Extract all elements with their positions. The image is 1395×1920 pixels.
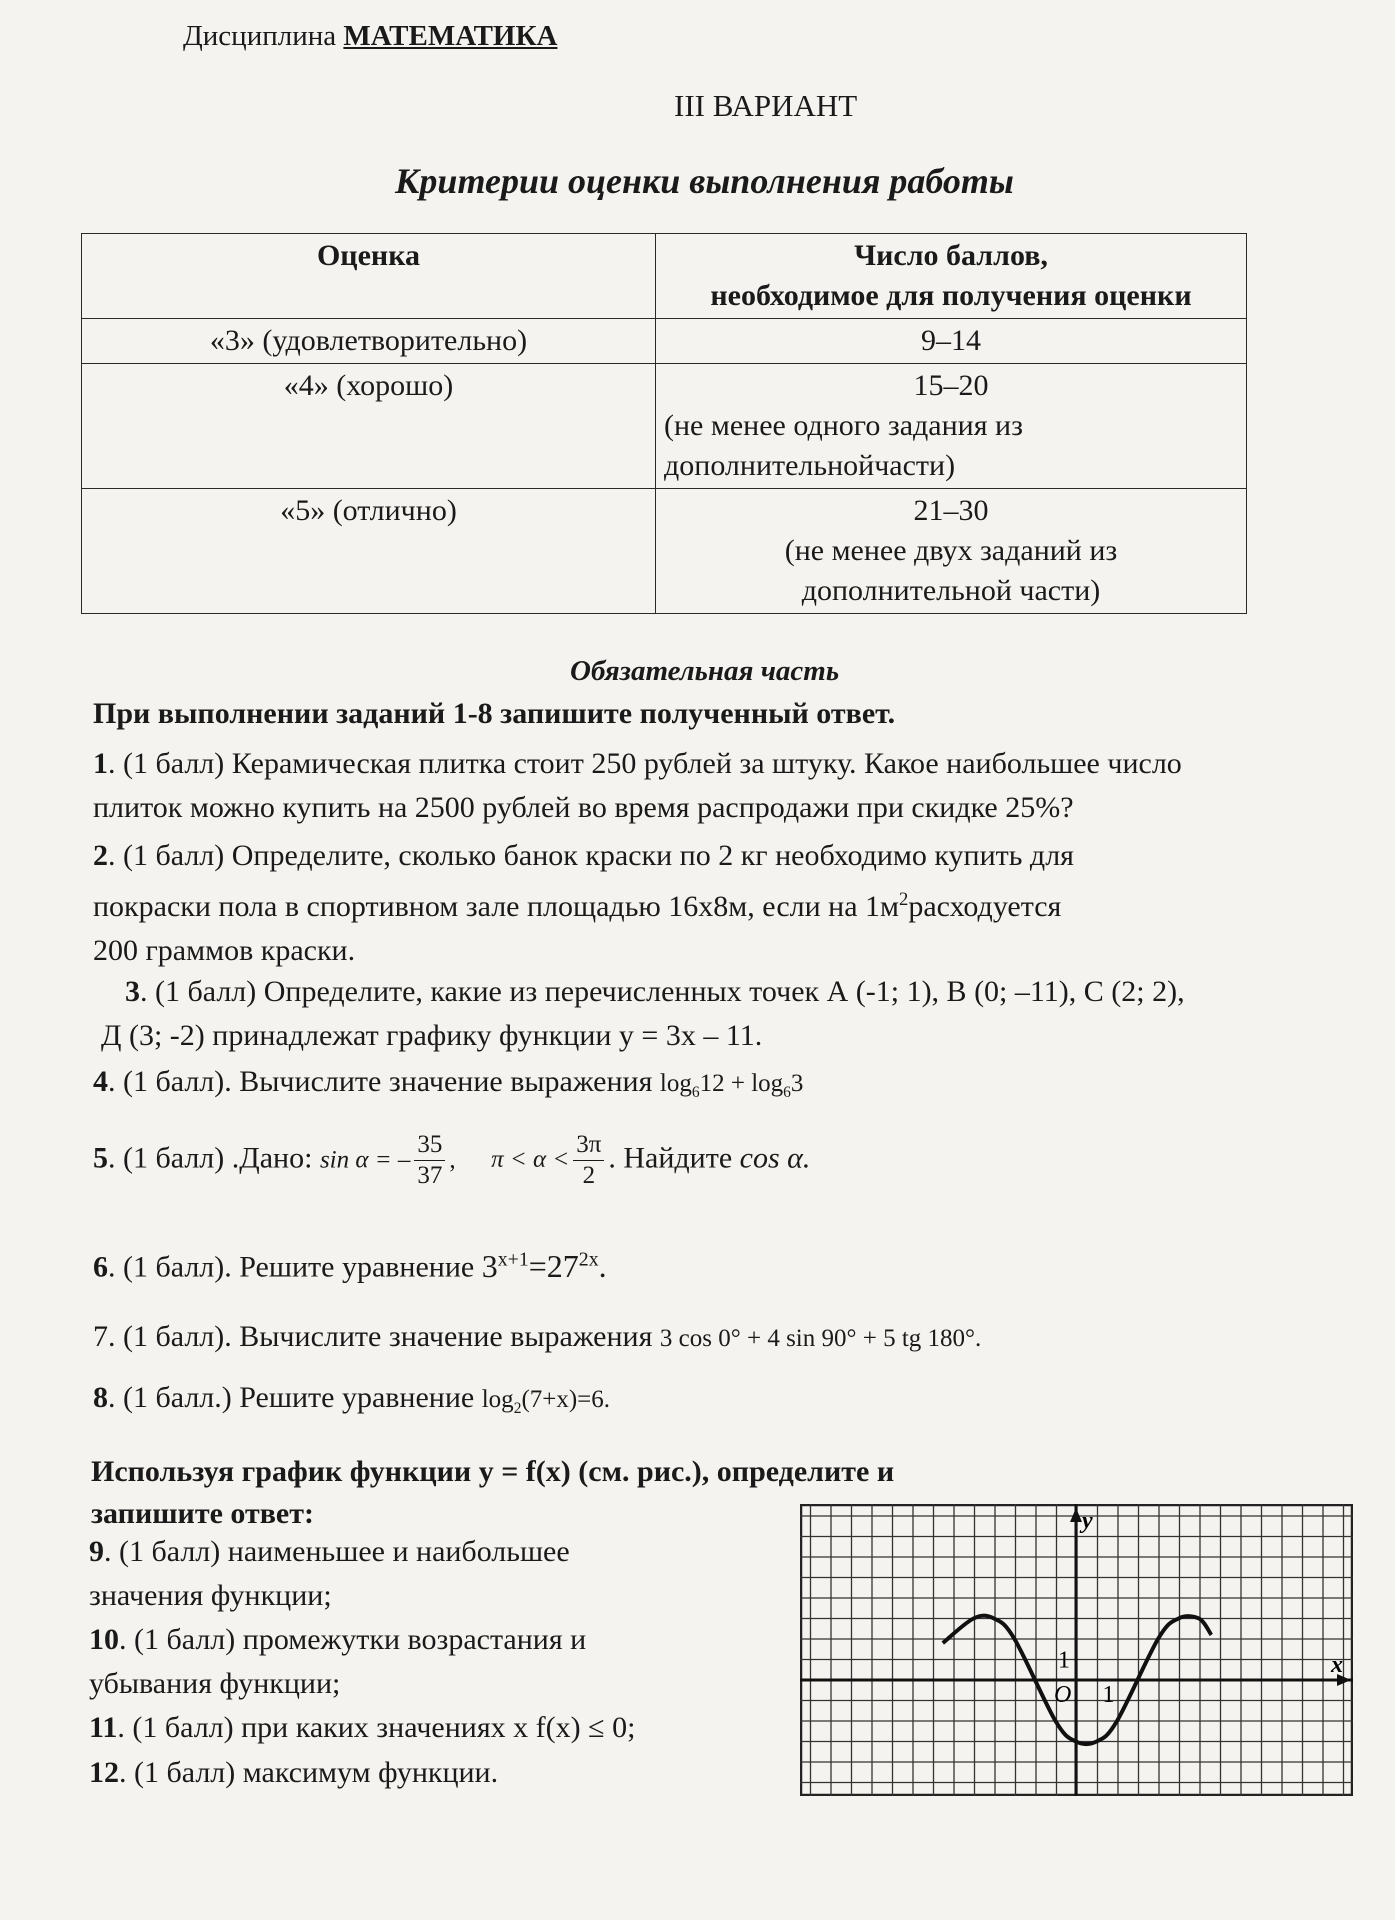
task-4 (93, 1060, 803, 1115)
variant-title: III ВАРИАНТ (674, 88, 858, 123)
task-number: 12 (89, 1756, 119, 1789)
header-grade: Оценка (82, 234, 656, 319)
points-cell (656, 489, 1247, 614)
task-text: значения функции; (89, 1579, 332, 1612)
heading-line: запишите ответ: (91, 1497, 314, 1530)
table-row (82, 364, 1247, 489)
equation (482, 1248, 607, 1284)
origin-label: O (1054, 1682, 1072, 1708)
task-text: . (1 балл). Решите уравнение (108, 1250, 482, 1284)
y-axis-label: y (1082, 1508, 1093, 1534)
header-points-line1: Число баллов, (854, 239, 1048, 272)
task-text: . (1 балл) промежутки возрастания и (119, 1623, 587, 1656)
task-8 (93, 1376, 610, 1431)
points-note: дополнительной части) (801, 574, 1101, 607)
fraction (414, 1130, 445, 1191)
superscript: 2 (899, 889, 909, 910)
range-expression: π < α < (491, 1146, 570, 1174)
grading-table (81, 233, 1247, 614)
grade-cell: «3» (удовлетворительно) (82, 319, 656, 364)
superscript: x+1 (497, 1248, 529, 1270)
criteria-title: Критерии оценки выполнения работы (395, 161, 1014, 201)
task-text: Д (3; -2) принадлежат графику функции у = 3х – 11. (101, 1019, 763, 1052)
points-note: (не менее двух заданий из (784, 534, 1118, 567)
numerator: 35 (414, 1130, 445, 1161)
formula-part: 3 (481, 1247, 498, 1284)
task-3 (93, 970, 1185, 1058)
task-number: 1 (93, 747, 108, 780)
task-number: 2 (93, 839, 108, 872)
task-number: 7 (93, 1320, 108, 1353)
task-number: 5 (93, 1141, 108, 1175)
discipline-prefix: Дисциплина (183, 20, 337, 52)
log-expression (659, 1070, 804, 1101)
table-header-row (82, 234, 1247, 319)
heading-line: Используя график функции у = f(x) (см. рис.), определите и (91, 1455, 895, 1488)
formula-part: log (659, 1070, 692, 1097)
header-points (656, 234, 1247, 319)
task-text: . Найдите (608, 1141, 740, 1175)
formula-part: log (481, 1386, 514, 1413)
task-6 (93, 1237, 607, 1290)
task-number: 10 (89, 1623, 119, 1656)
task-text: . (1 балл) Определите, какие из перечисленных точек А (-1; 1), В (0; –11), С (2; 2), (140, 975, 1185, 1008)
formula-part: 12 + log (699, 1070, 784, 1097)
y-axis-arrow (1070, 1508, 1082, 1522)
table-row (82, 319, 1247, 364)
grade-cell: «4» (хорошо) (82, 364, 656, 489)
mandatory-instruction: При выполнении заданий 1-8 запишите полученный ответ. (93, 697, 896, 730)
task-text: покраски пола в спортивном зале площадью 16х8м, если на 1м (93, 890, 900, 923)
task-text: . (1 балл). Вычислите значение выражения (108, 1320, 660, 1353)
fraction (573, 1130, 604, 1191)
formula-part: (7+х)=6. (521, 1386, 611, 1413)
task-5 (93, 1130, 810, 1191)
task-text: . (1 балл.) Решите уравнение (108, 1381, 482, 1414)
task-text: . (1 балл) максимум функции. (119, 1756, 499, 1789)
task-9 (89, 1530, 570, 1618)
task-number: 4 (93, 1065, 108, 1098)
task-text: расходуется (908, 890, 1062, 923)
task-7 (93, 1315, 981, 1361)
task-text: . (1 балл) Керамическая плитка стоит 250 рублей за штуку. Какое наибольшее число (108, 747, 1182, 780)
log-equation (481, 1386, 611, 1417)
task-text: 200 граммов краски. (93, 934, 356, 967)
task-text: . (1 балл) при каких значениях х f(х) ≤ 0; (117, 1711, 636, 1744)
x-unit-label: 1 (1102, 1682, 1115, 1708)
grade-cell: «5» (отлично) (82, 489, 656, 614)
task-number: 6 (93, 1250, 108, 1284)
points-note: дополнительнойчасти) (664, 449, 956, 482)
task-number: 3 (125, 975, 140, 1008)
function-graph (800, 1504, 1353, 1796)
task-2 (93, 834, 1074, 973)
task-text: . (1 балл) наименьшее и наибольшее (104, 1535, 570, 1568)
cos-expression: cos α. (739, 1141, 811, 1175)
y-unit-label: 1 (1058, 1647, 1070, 1674)
task-number: 8 (93, 1381, 108, 1414)
sin-expression: sin α = – (319, 1146, 411, 1174)
formula-part: =27 (528, 1247, 579, 1284)
trig-expression: 3 cos 0° + 4 sin 90° + 5 tg 180°. (659, 1325, 982, 1352)
task-text: убывания функции; (89, 1667, 341, 1700)
task-text: плиток можно купить на 2500 рублей во время распродажи при скидке 25%? (93, 791, 1074, 824)
formula-part: 3 (790, 1070, 804, 1097)
subscript: 6 (783, 1084, 791, 1101)
subscript: 2 (513, 1400, 522, 1417)
discipline-name: МАТЕМАТИКА (343, 20, 558, 52)
denominator: 37 (417, 1162, 443, 1189)
task-number: 9 (89, 1535, 104, 1568)
task-text: . (1 балл). Вычислите значение выражения (108, 1065, 660, 1098)
formula-part: , (449, 1146, 456, 1174)
task-1 (93, 742, 1182, 830)
table-row (82, 489, 1247, 614)
task-text: . (1 балл) .Дано: (108, 1141, 320, 1175)
graph-section-heading (91, 1451, 894, 1535)
mandatory-part-title: Обязательная часть (570, 655, 840, 687)
points-cell: 9–14 (656, 319, 1247, 364)
denominator: 2 (582, 1162, 596, 1189)
task-12 (89, 1751, 498, 1795)
task-10 (89, 1618, 586, 1706)
header-points-line2: необходимое для получения оценки (710, 279, 1192, 312)
task-11 (89, 1706, 635, 1750)
points-note: (не менее одного задания из (664, 409, 1023, 442)
points-range: 15–20 (913, 369, 989, 402)
discipline-line (183, 20, 557, 53)
formula-part: . (598, 1247, 607, 1284)
numerator: 3π (573, 1130, 604, 1161)
points-range: 21–30 (913, 494, 989, 527)
subscript: 6 (691, 1084, 700, 1101)
x-axis-label: x (1331, 1652, 1343, 1678)
task-number: 11 (89, 1711, 118, 1744)
graph-axes (800, 1504, 1353, 1796)
task-text: . (1 балл) Определите, сколько банок краски по 2 кг необходимо купить для (108, 839, 1074, 872)
superscript: 2x (578, 1248, 599, 1270)
points-cell (656, 364, 1247, 489)
